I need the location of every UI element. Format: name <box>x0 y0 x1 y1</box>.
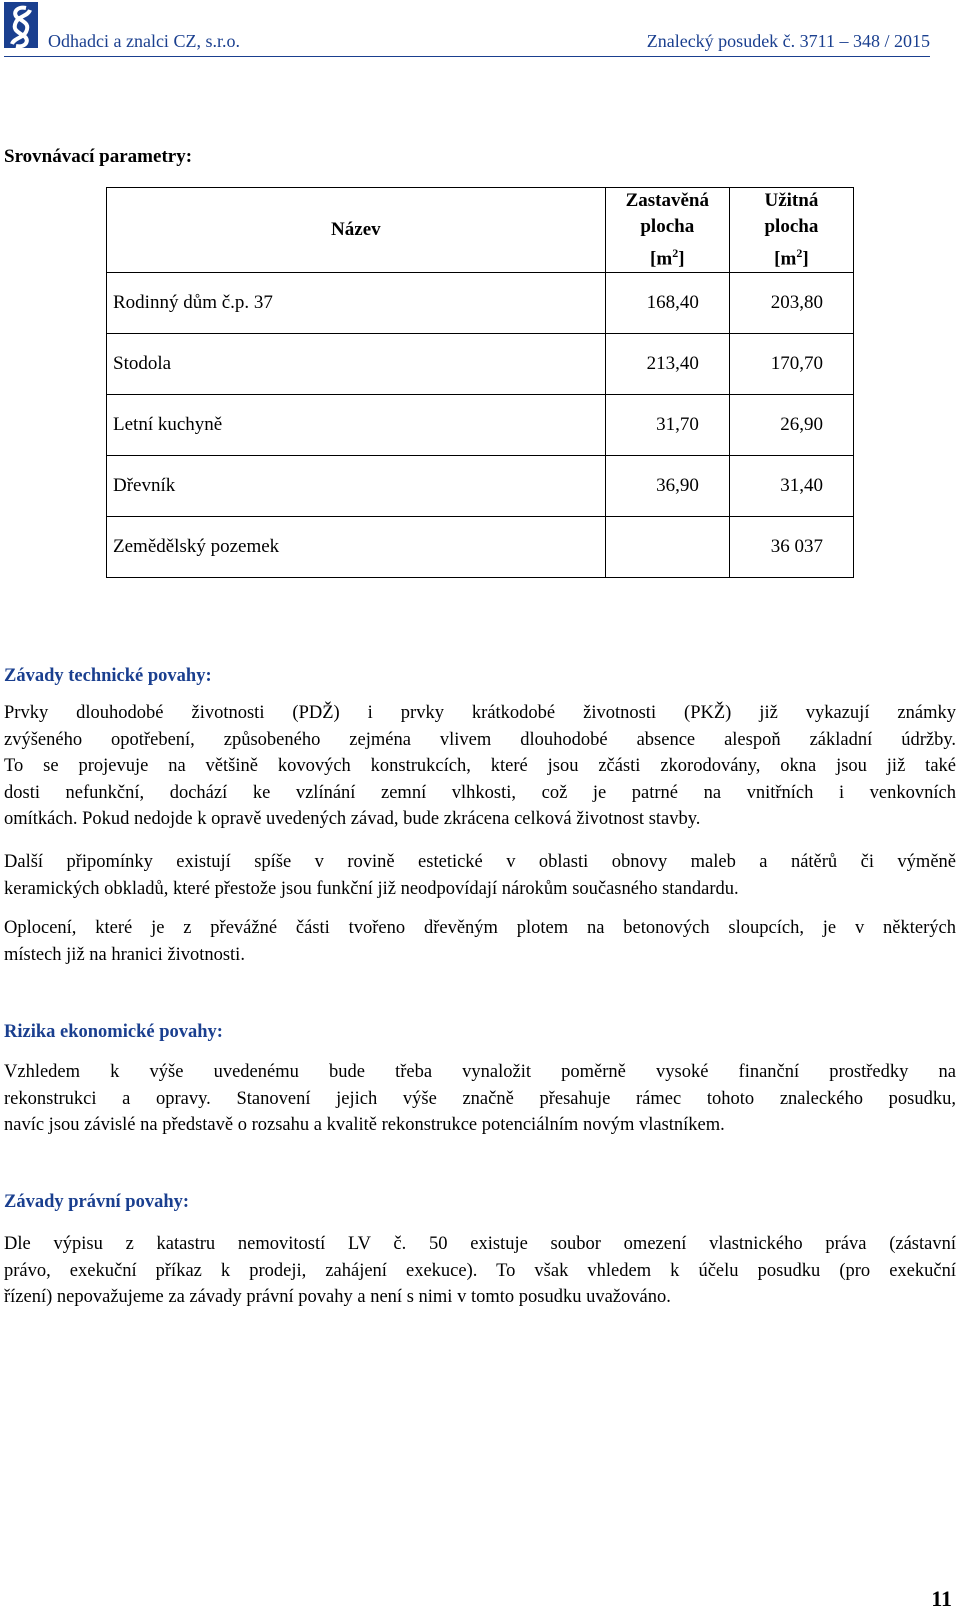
page-number: 11 <box>931 1586 952 1611</box>
row-built-area: 36,90 <box>605 456 729 517</box>
column-header-name: Název <box>107 188 606 273</box>
text-line: právo, exekuční příkaz k prodeji, zahájení exekuce). To však vhledem k účelu posudku (pro exekuční <box>4 1260 956 1281</box>
text-line: místech již na hranici životnosti. <box>4 944 245 965</box>
row-usable-area: 170,70 <box>729 334 853 395</box>
row-name: Zemědělský pozemek <box>107 517 606 578</box>
text-line: Dle výpisu z katastru nemovitostí LV č. 50 existuje soubor omezení vlastnického práva (zástavní <box>4 1234 956 1254</box>
economic-paragraph <box>4 1059 956 1139</box>
text-line: dosti nefunkční, dochází ke vzlínání zemní vlhkosti, což je patrné na vnitřních i venkovních <box>4 782 956 803</box>
row-built-area <box>605 517 729 578</box>
row-built-area: 168,40 <box>605 273 729 334</box>
technical-paragraph-3 <box>4 915 956 968</box>
text-line: Oplocení, které je z převážné části tvořeno dřevěným plotem na betonových sloupcích, je v některých <box>4 918 956 938</box>
row-built-area: 213,40 <box>605 334 729 395</box>
legal-paragraph <box>4 1231 956 1311</box>
text-line: To se projevuje na většině kovových konstrukcích, které jsou zčásti zkorodovány, okna jsou již také <box>4 756 956 776</box>
text-line: řízení) nepovažujeme za závady právní povahy a není s nimi v tomto posudku uvažováno. <box>4 1287 671 1307</box>
column-header-built-area: Zastavěná plocha $[m^2]$ <box>605 188 729 273</box>
technical-paragraph-1 <box>4 700 956 833</box>
text-line: Vzhledem k výše uvedenému bude třeba vynaložit poměrně vysoké finanční prostředky na <box>4 1062 956 1082</box>
text-line: keramických obkladů, které přestože jsou funkční již neodpovídají nárokům současného standardu. <box>4 878 739 899</box>
row-usable-area: 26,90 <box>729 395 853 456</box>
table-header-row <box>107 188 854 273</box>
text-line: zvýšeného opotřebení, způsobeného zejména vlivem dlouhodobé absence alespoň základní údržby. <box>4 729 956 750</box>
technical-paragraph-2 <box>4 849 956 902</box>
text-line: navíc jsou závislé na představě o rozsahu a kvalitě rekonstrukce potenciálním novým vlastníkem. <box>4 1115 725 1135</box>
header-company: Odhadci a znalci CZ, s.r.o. <box>48 31 240 51</box>
row-usable-area: 36 037 <box>729 517 853 578</box>
text-line: Další připomínky existují spíše v rovině estetické v oblasti obnovy maleb a nátěrů či výměně <box>4 852 956 872</box>
row-name: Stodola <box>107 334 606 395</box>
legal-heading: Závady právní povahy: <box>4 1192 190 1212</box>
table-row <box>107 517 854 578</box>
comparison-table <box>106 187 854 578</box>
header-divider <box>4 56 930 57</box>
table-row <box>107 395 854 456</box>
table-row <box>107 273 854 334</box>
comparison-heading: Srovnávací parametry: <box>4 146 193 167</box>
row-usable-area: 31,40 <box>729 456 853 517</box>
header-report-number: Znalecký posudek č. 3711 – 348 / 2015 <box>646 31 930 51</box>
row-built-area: 31,70 <box>605 395 729 456</box>
text-line: rekonstrukci a opravy. Stanovení jejich výše značně přesahuje rámec tohoto znaleckého posudku, <box>4 1088 956 1109</box>
row-name: Rodinný dům č.p. 37 <box>107 273 606 334</box>
technical-heading: Závady technické povahy: <box>4 666 212 686</box>
table-row <box>107 334 854 395</box>
row-name: Letní kuchyně <box>107 395 606 456</box>
text-line: omítkách. Pokud nedojde k opravě uvedených závad, bude zkrácena celková životnost stavby. <box>4 809 701 829</box>
column-header-usable-area: Užitná plocha $[m^2]$ <box>729 188 853 273</box>
row-name: Dřevník <box>107 456 606 517</box>
page-header <box>0 0 960 58</box>
section-sign-logo <box>4 2 38 52</box>
text-line: Prvky dlouhodobé životnosti (PDŽ) i prvky krátkodobé životnosti (PKŽ) již vykazují známky <box>4 703 956 723</box>
economic-heading: Rizika ekonomické povahy: <box>4 1022 223 1042</box>
table-row <box>107 456 854 517</box>
row-usable-area: 203,80 <box>729 273 853 334</box>
